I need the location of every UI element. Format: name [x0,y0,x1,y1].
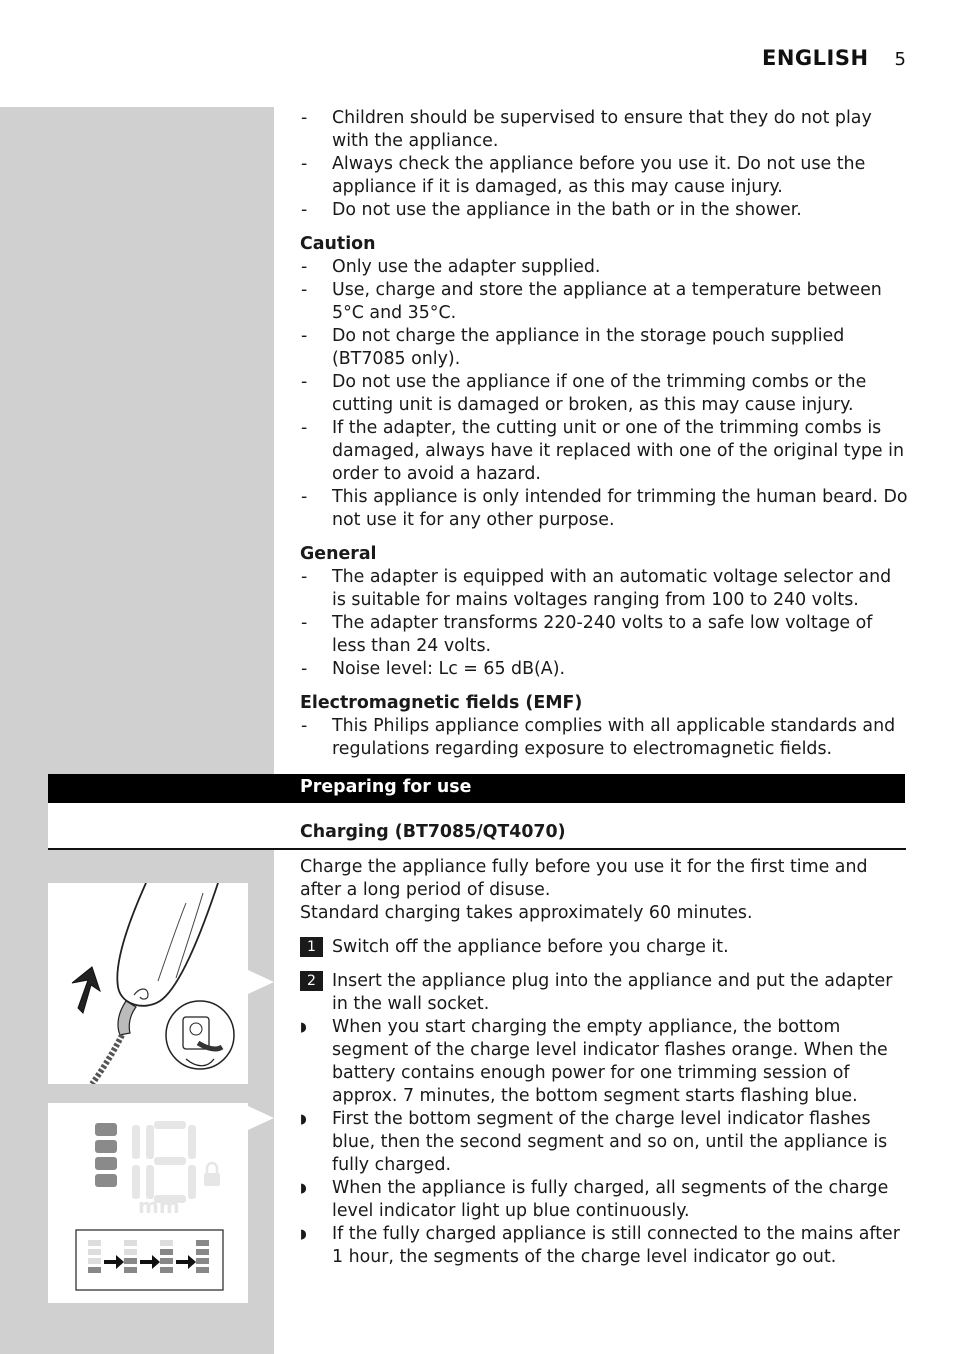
list-item: - Noise level: Lc = 65 dB(A). [300,658,908,681]
list-item: - Use, charge and store the appliance at a temperature between 5°C and 35°C. [300,279,908,325]
safety-column [300,107,908,761]
safety-list [300,107,908,222]
list-item: ◗ First the bottom segment of the charge level indicator flashes blue, then the second segment and so on, until the appliance is fully charged. [300,1108,908,1177]
general-list [300,566,908,681]
list-item: ◗ If the fully charged appliance is still connected to the mains after 1 hour, the segments of the charge level indicator go out. [300,1223,908,1269]
page-number: 5 [894,49,906,70]
step-2 [300,970,908,1016]
step-text: Insert the appliance plug into the appliance and put the adapter in the wall socket. [332,971,893,1014]
charging-intro [300,856,908,925]
language-label: ENGLISH [761,46,869,70]
step-1 [300,936,908,959]
list-item: - Do not use the appliance in the bath or in the shower. [300,199,908,222]
intro-line: Charge the appliance fully before you use it for the first time and after a long period of disuse. [300,857,868,900]
page-header [762,46,906,70]
figure-pointer [248,970,274,994]
charge-indicator-illustration [48,1103,248,1303]
emf-list [300,715,908,761]
charging-column [300,856,908,1269]
step-number: 1 [300,937,323,957]
step-number: 2 [300,971,323,991]
list-item: - If the adapter, the cutting unit or one of the trimming combs is damaged, always have it replaced with one of the original type in order to avoid a hazard. [300,417,908,486]
step-text: Switch off the appliance before you charge it. [332,937,729,957]
list-item: - Do not charge the appliance in the storage pouch supplied (BT7085 only). [300,325,908,371]
section-white-strip [48,803,274,848]
list-item: - Only use the adapter supplied. [300,256,908,279]
charge-display-drawing [48,1103,248,1303]
caution-list [300,256,908,532]
list-item: - Always check the appliance before you use it. Do not use the appliance if it is damaged, as this may cause injury. [300,153,908,199]
figure-pointer [248,1106,274,1130]
unit-label: mm [138,1194,180,1218]
charging-notes [300,1016,908,1269]
section-title: Preparing for use [300,777,472,797]
list-item: - Children should be supervised to ensure that they do not play with the appliance. [300,107,908,153]
list-item: - This appliance is only intended for trimming the human beard. Do not use it for any other purpose. [300,486,908,532]
heading-rule [48,848,906,850]
list-item: - Do not use the appliance if one of the trimming combs or the cutting unit is damaged or broken, as this may cause injury. [300,371,908,417]
caution-heading: Caution [300,234,376,254]
charging-heading: Charging (BT7085/QT4070) [300,822,566,842]
section-title-bar [48,774,905,803]
intro-line: Standard charging takes approximately 60 minutes. [300,903,753,923]
list-item: - The adapter transforms 220-240 volts to a safe low voltage of less than 24 volts. [300,612,908,658]
charging-illustration [48,883,248,1084]
trimmer-plug-drawing [48,883,248,1084]
emf-heading: Electromagnetic fields (EMF) [300,693,583,713]
list-item: - This Philips appliance complies with all applicable standards and regulations regarding exposure to electromagnetic fields. [300,715,908,761]
list-item: ◗ When the appliance is fully charged, all segments of the charge level indicator light up blue continuously. [300,1177,908,1223]
list-item: ◗ When you start charging the empty appliance, the bottom segment of the charge level indicator flashes orange. When the battery contains enough power for one trimming session of approx. 7 minutes, the bottom segment starts flashing blue. [300,1016,908,1108]
general-heading: General [300,544,377,564]
list-item: - The adapter is equipped with an automatic voltage selector and is suitable for mains voltages ranging from 100 to 240 volts. [300,566,908,612]
page-top-margin [0,0,274,107]
